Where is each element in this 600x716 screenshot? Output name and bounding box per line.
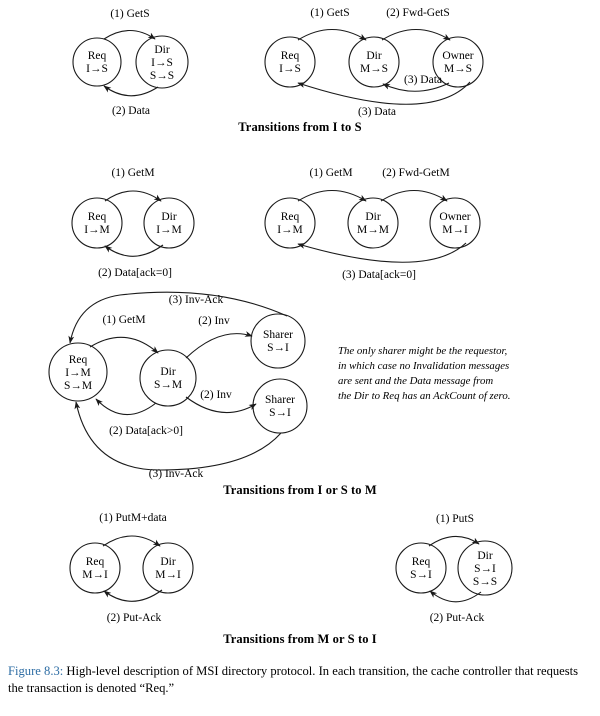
edge-dir-to-req-label: (2) Data[ack>0] bbox=[109, 425, 183, 437]
diagram-m-to-i bbox=[70, 512, 193, 624]
edge-dir-to-owner bbox=[381, 191, 447, 202]
diagram-i-or-s-to-m bbox=[49, 292, 510, 497]
node-dir-line-0: Dir bbox=[477, 550, 493, 562]
node-req bbox=[73, 38, 121, 86]
node-dir bbox=[349, 37, 399, 87]
node-owner-line-1: M→I bbox=[442, 224, 468, 236]
node-dir-line-0: Dir bbox=[161, 211, 177, 223]
node-dir bbox=[348, 198, 398, 248]
edge-dir-to-owner bbox=[382, 30, 450, 41]
node-dir-line-1: S→I bbox=[474, 563, 496, 575]
diagram-s-to-i bbox=[223, 513, 512, 646]
edge-req-to-dir bbox=[103, 536, 160, 546]
node-dir-line-1: I→M bbox=[156, 224, 182, 236]
node-dir bbox=[144, 198, 194, 248]
node-req-line-0: Req bbox=[411, 556, 431, 568]
diagram-i-to-s-left bbox=[73, 8, 188, 117]
node-req-line-1: I→M bbox=[84, 224, 110, 236]
node-dir-line-0: Dir bbox=[154, 44, 170, 56]
node-dir-line-2: S→S bbox=[149, 70, 175, 82]
edge-req-to-dir-label: (1) GetM bbox=[111, 167, 155, 179]
edge-req-to-dir-label: (1) GetS bbox=[110, 8, 150, 20]
figure-caption bbox=[8, 663, 592, 696]
edge-dir-to-req bbox=[96, 399, 156, 415]
figure-caption-label: Figure 8.3: bbox=[8, 664, 64, 678]
edge-owner-to-req-label: (3) Data bbox=[358, 106, 396, 118]
note-line-0: The only sharer might be the requestor, bbox=[338, 345, 508, 357]
node-dir-line-1: M→M bbox=[357, 224, 389, 236]
node-req-line-1: S→I bbox=[410, 569, 432, 581]
edge-dir-to-sharer-top bbox=[186, 334, 252, 358]
node-req-line-1: I→S bbox=[279, 63, 301, 75]
edge-req-to-dir bbox=[105, 191, 161, 201]
edge-dir-to-req bbox=[105, 245, 163, 256]
node-sharer-top-line-1: S→I bbox=[267, 342, 289, 354]
node-req-line-1: I→M bbox=[65, 367, 91, 379]
edge-owner-to-dir-label: (3) Data bbox=[404, 74, 442, 86]
node-owner-line-0: Owner bbox=[439, 211, 471, 223]
node-req bbox=[72, 198, 122, 248]
node-req bbox=[265, 198, 315, 248]
node-req-line-0: Req bbox=[280, 50, 300, 62]
edge-req-to-dir bbox=[90, 337, 158, 353]
node-sharer-top bbox=[251, 314, 305, 368]
node-dir-line-0: Dir bbox=[160, 556, 176, 568]
diagram-i-to-m-left bbox=[72, 167, 194, 279]
edge-req-to-dir-label: (1) GetM bbox=[309, 167, 353, 179]
edge-dir-to-req-label: (2) Data bbox=[112, 105, 150, 117]
edge-dir-to-req-label: (2) Put-Ack bbox=[106, 612, 162, 624]
note-line-1: in which case no Invalidation messages bbox=[338, 360, 510, 372]
edge-sharer-top-to-req-label: (3) Inv-Ack bbox=[168, 294, 224, 306]
node-req-line-0: Req bbox=[87, 50, 107, 62]
node-sharer-top-line-0: Sharer bbox=[262, 329, 294, 341]
node-owner-line-0: Owner bbox=[442, 50, 474, 62]
edge-dir-to-req bbox=[104, 86, 158, 96]
edge-req-to-dir-label: (1) PutS bbox=[435, 513, 475, 525]
edge-dir-to-req bbox=[104, 590, 162, 601]
edge-dir-to-req-label: (2) Data[ack=0] bbox=[98, 267, 172, 279]
node-dir-line-1: M→S bbox=[359, 63, 389, 75]
note-line-3: the Dir to Req has an AckCount of zero. bbox=[338, 390, 511, 402]
node-dir-line-0: Dir bbox=[365, 211, 381, 223]
node-dir-line-1: S→M bbox=[153, 379, 183, 391]
section-title-i-to-s: Transitions from I to S bbox=[238, 120, 362, 134]
node-req-line-2: S→M bbox=[63, 380, 93, 392]
node-req-line-0: Req bbox=[68, 354, 88, 366]
edge-dir-to-sharer-top-label: (2) Inv bbox=[198, 315, 230, 327]
node-owner bbox=[430, 198, 480, 248]
edge-req-to-dir-label: (1) GetS bbox=[310, 7, 350, 19]
node-req-line-1: M→I bbox=[82, 569, 108, 581]
node-req-line-0: Req bbox=[87, 211, 107, 223]
node-owner-line-1: M→S bbox=[443, 63, 473, 75]
edge-owner-to-req-label: (3) Data[ack=0] bbox=[342, 269, 416, 281]
edge-dir-to-owner-label: (2) Fwd-GetM bbox=[382, 167, 450, 179]
node-req-line-0: Req bbox=[85, 556, 105, 568]
edge-req-to-dir-label: (1) GetM bbox=[102, 314, 146, 326]
edge-req-to-dir-label: (1) PutM+data bbox=[99, 512, 167, 524]
edge-sharer-bottom-to-req-label: (3) Inv-Ack bbox=[148, 468, 204, 480]
section-title-i-or-s-to-m: Transitions from I or S to M bbox=[223, 483, 377, 497]
edge-dir-to-owner-label: (2) Fwd-GetS bbox=[386, 7, 450, 19]
node-sharer-bottom-line-1: S→I bbox=[269, 407, 291, 419]
diagram-i-to-s-right bbox=[238, 7, 483, 134]
note-line-2: are sent and the Data message from bbox=[338, 375, 494, 387]
node-dir-line-2: S→S bbox=[472, 576, 498, 588]
edge-req-to-dir bbox=[104, 31, 155, 40]
edge-req-to-dir bbox=[298, 191, 366, 202]
figure-caption-text: High-level description of MSI directory protocol. In each transition, the cache controller that requests the transaction is denoted “Req.” bbox=[8, 664, 579, 695]
node-req-line-1: I→S bbox=[86, 63, 108, 75]
node-sharer-bottom-line-0: Sharer bbox=[264, 394, 296, 406]
node-dir-line-0: Dir bbox=[160, 366, 176, 378]
node-dir-line-1: M→I bbox=[155, 569, 181, 581]
node-sharer-bottom bbox=[253, 379, 307, 433]
diagram-i-to-m-right bbox=[265, 167, 480, 281]
node-req bbox=[70, 543, 120, 593]
node-dir-line-1: I→S bbox=[151, 57, 173, 69]
edge-req-to-dir bbox=[298, 30, 366, 41]
node-req-line-0: Req bbox=[280, 211, 300, 223]
node-req-line-1: I→M bbox=[277, 224, 303, 236]
node-req bbox=[265, 37, 315, 87]
node-req bbox=[396, 543, 446, 593]
edge-dir-to-sharer-bottom-label: (2) Inv bbox=[200, 389, 232, 401]
edge-dir-to-req-label: (2) Put-Ack bbox=[429, 612, 485, 624]
section-title-m-or-s-to-i: Transitions from M or S to I bbox=[223, 632, 377, 646]
node-dir bbox=[143, 543, 193, 593]
node-dir-line-0: Dir bbox=[366, 50, 382, 62]
